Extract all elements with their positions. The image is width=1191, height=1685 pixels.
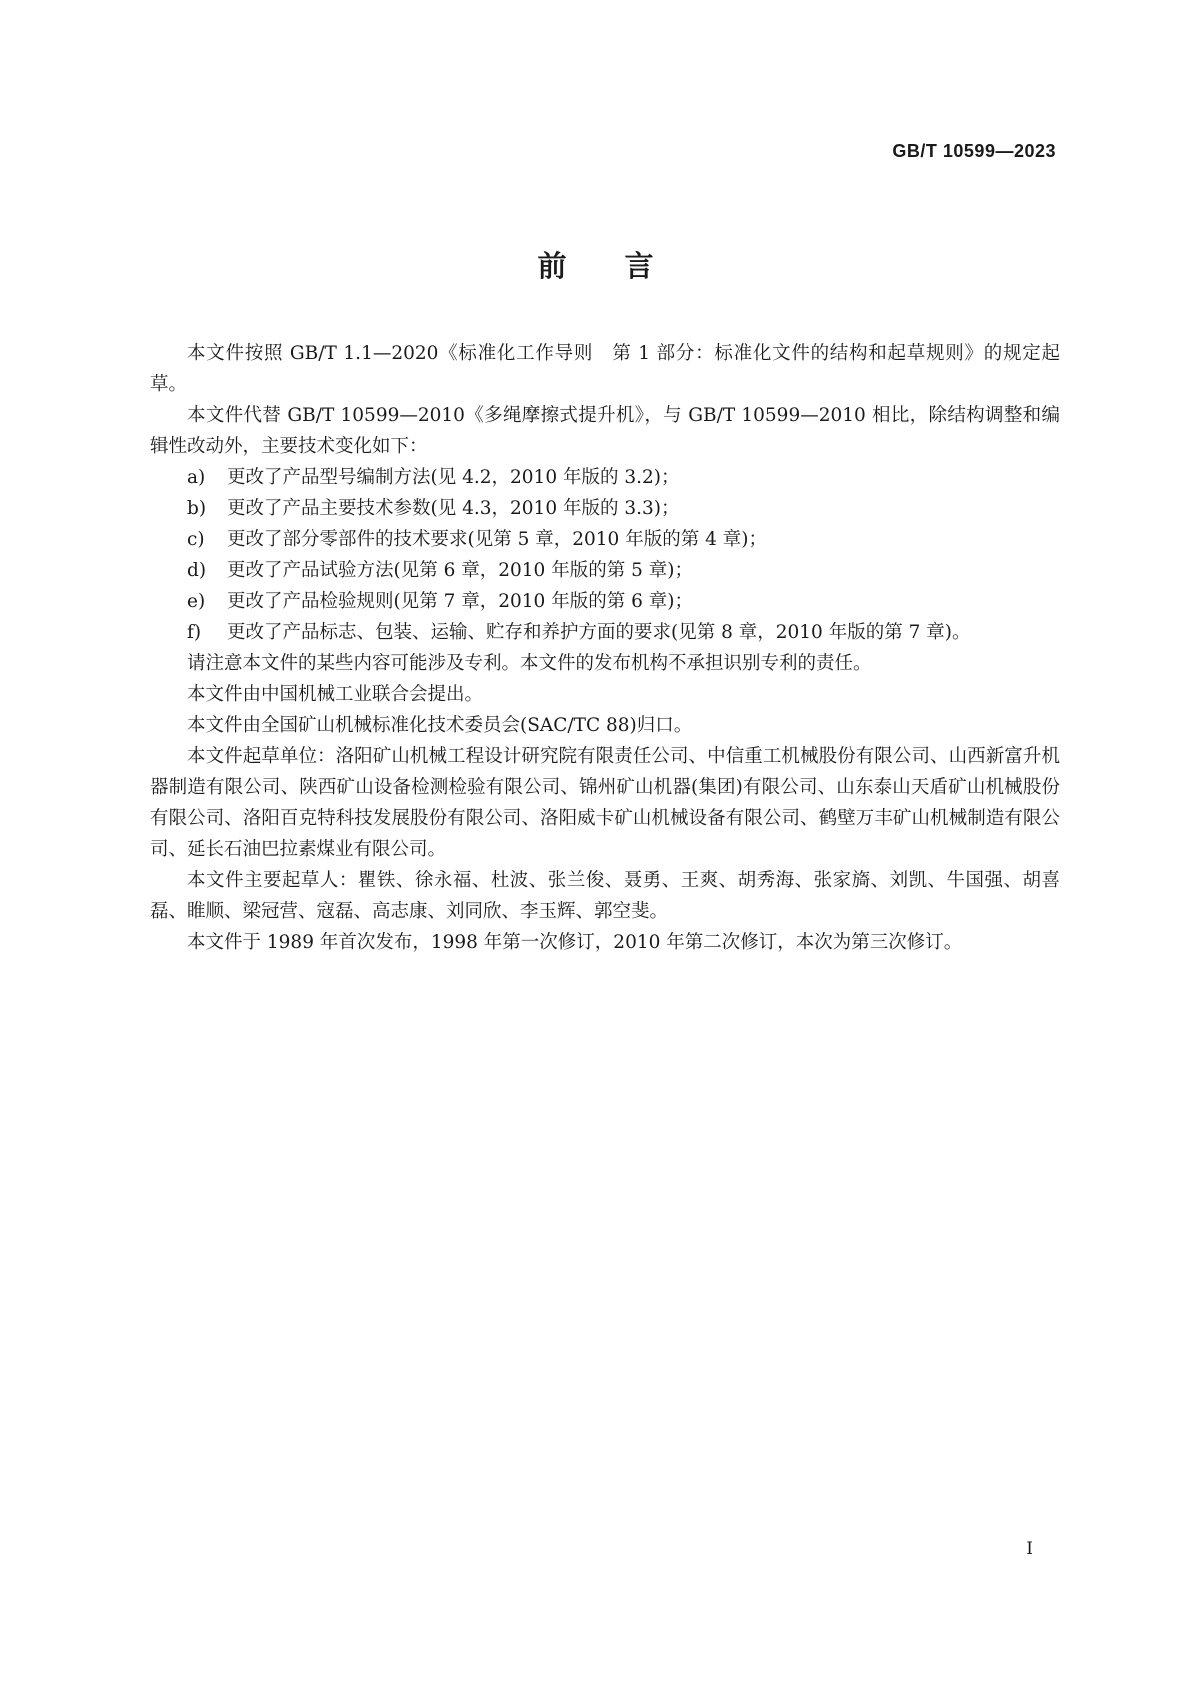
paragraph-drafters: 本文件主要起草人：瞿铁、徐永福、杜波、张兰俊、聂勇、王爽、胡秀海、张家旖、刘凯、牛国强、胡喜磊、睢顺、梁冠营、寇磊、高志康、刘同欣、李玉辉、郭空斐。 [150, 870, 1060, 922]
list-item-text: 更改了产品标志、包装、运输、贮存和养护方面的要求(见第 8 章，2010 年版的第 7 章)。 [227, 622, 971, 643]
paragraph-patent-notice: 请注意本文件的某些内容可能涉及专利。本文件的发布机构不承担识别专利的责任。 [187, 653, 872, 674]
list-marker: d) [187, 560, 207, 581]
list-marker: e) [187, 591, 206, 612]
list-item [150, 462, 1060, 493]
list-item-text: 更改了产品检验规则(见第 7 章，2010 年版的第 6 章)； [227, 591, 693, 612]
paragraph-proposer: 本文件由中国机械工业联合会提出。 [187, 684, 484, 705]
list-marker: b) [187, 498, 207, 519]
list-item-text: 更改了产品主要技术参数(见 4.3，2010 年版的 3.3)； [227, 498, 680, 519]
list-item [150, 524, 1060, 555]
list-marker: f) [187, 622, 202, 643]
technical-changes-list [150, 462, 1060, 648]
list-item [150, 493, 1060, 524]
list-item [150, 586, 1060, 617]
paragraph-drafting-units: 本文件起草单位：洛阳矿山机械工程设计研究院有限责任公司、中信重工机械股份有限公司、山西新富升机器制造有限公司、陕西矿山设备检测检验有限公司、锦州矿山机器(集团)有限公司、山东泰山天盾矿山机械股份有限公司、洛阳百克特科技发展股份有限公司、洛阳威卡矿山机械设备有限公司、鹤壁万丰矿山机械制造有限公司、延长石油巴拉素煤业有限公司。 [150, 746, 1060, 860]
standard-code: GB/T 10599—2023 [892, 141, 1056, 161]
list-item [150, 617, 1060, 648]
list-item-text: 更改了产品型号编制方法(见 4.2，2010 年版的 3.2)； [227, 467, 680, 488]
list-marker: a) [187, 467, 206, 488]
page-number: I [1026, 1539, 1033, 1559]
list-item-text: 更改了产品试验方法(见第 6 章，2010 年版的第 5 章)； [227, 560, 693, 581]
paragraph-replacement: 本文件代替 GB/T 10599—2010《多绳摩擦式提升机》，与 GB/T 10599—2010 相比，除结构调整和编辑性改动外，主要技术变化如下： [150, 405, 1060, 457]
paragraph-technical-committee: 本文件由全国矿山机械标准化技术委员会(SAC/TC 88)归口。 [187, 715, 693, 736]
list-marker: c) [187, 529, 205, 550]
paragraph-drafting-rules: 本文件按照 GB/T 1.1—2020《标准化工作导则 第 1 部分：标准化文件的结构和起草规则》的规定起草。 [150, 343, 1060, 395]
paragraph-publication-history: 本文件于 1989 年首次发布，1998 年第一次修订，2010 年第二次修订，本次为第三次修订。 [187, 932, 963, 953]
page-title: 前言 [537, 249, 712, 283]
list-item-text: 更改了部分零部件的技术要求(见第 5 章，2010 年版的第 4 章)； [227, 529, 767, 550]
list-item [150, 555, 1060, 586]
foreword-body [150, 338, 1060, 958]
